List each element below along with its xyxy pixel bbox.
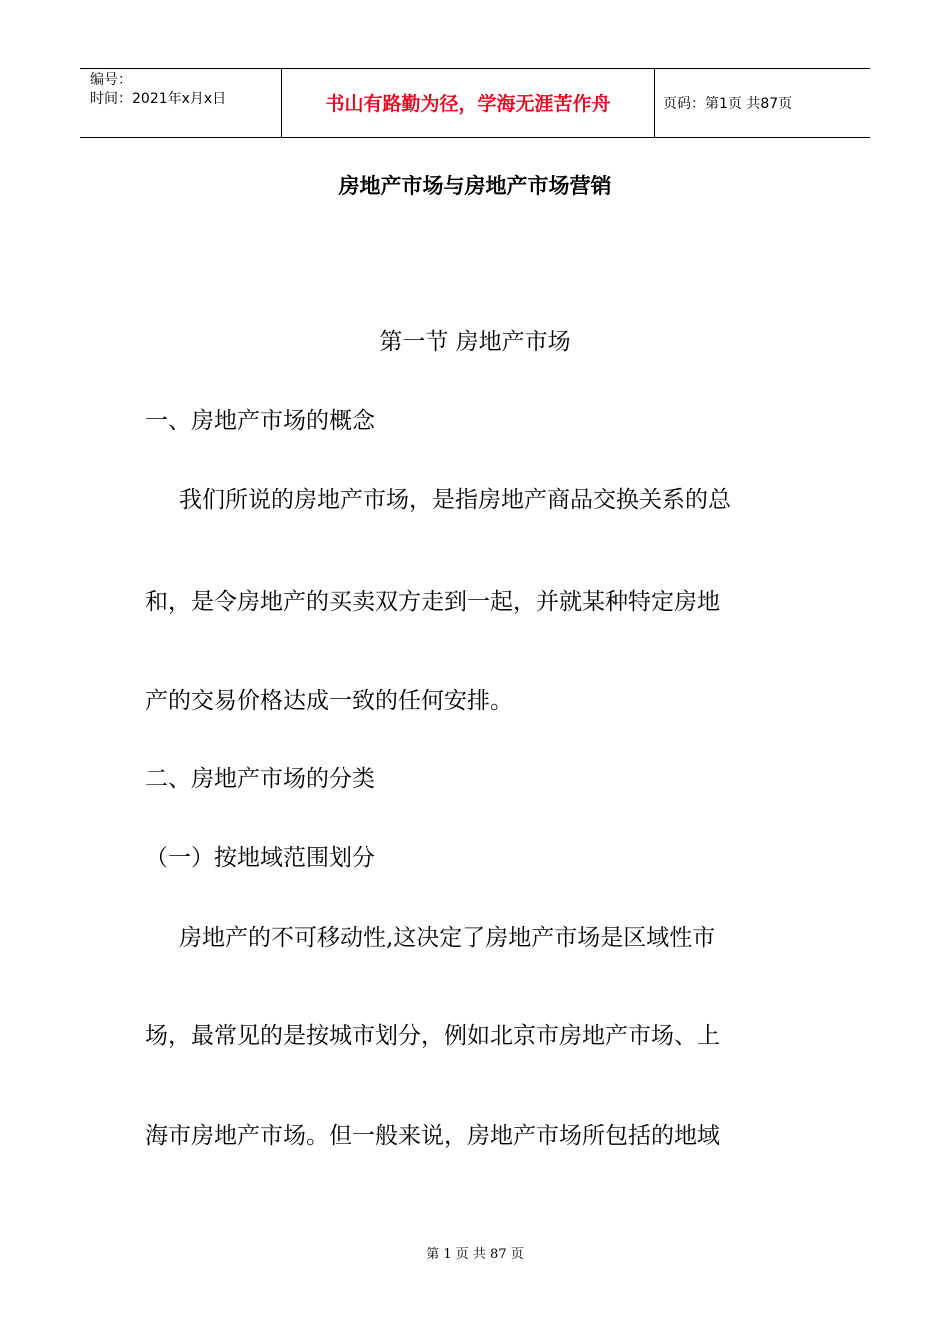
header-table [80,68,870,138]
document-title: 房地产市场与房地产市场营销 [338,174,612,198]
header-motto: 书山有路勤为径，学海无涯苦作舟 [325,93,611,115]
header-page-cell [654,69,870,137]
subheading-region: （一）按地域范围划分 [145,845,375,871]
page-footer: 第 1 页 共 87 页 [426,1247,524,1262]
section-title: 第一节 房地产市场 [379,329,571,355]
document-date-label: 时间：2021年x月x日 [90,91,227,107]
paragraph-line: 产的交易价格达成一致的任何安排。 [145,688,513,714]
paragraph-line: 场，最常见的是按城市划分，例如北京市房地产市场、上 [145,1023,720,1049]
header-page-info: 页码：第1页 共87页 [663,96,793,112]
heading-classification: 二、房地产市场的分类 [145,766,375,792]
document-number-label: 编号： [90,72,132,88]
paragraph-line: 和，是令房地产的买卖双方走到一起，并就某种特定房地 [145,589,720,615]
paragraph-line: 房地产的不可移动性,这决定了房地产市场是区域性市 [179,925,716,951]
paragraph-line: 我们所说的房地产市场，是指房地产商品交换关系的总 [179,487,731,513]
heading-concept: 一、房地产市场的概念 [145,408,375,434]
paragraph-line: 海市房地产市场。但一般来说，房地产市场所包括的地域 [145,1123,720,1149]
header-motto-cell [281,69,655,137]
header-info-cell [80,69,281,137]
